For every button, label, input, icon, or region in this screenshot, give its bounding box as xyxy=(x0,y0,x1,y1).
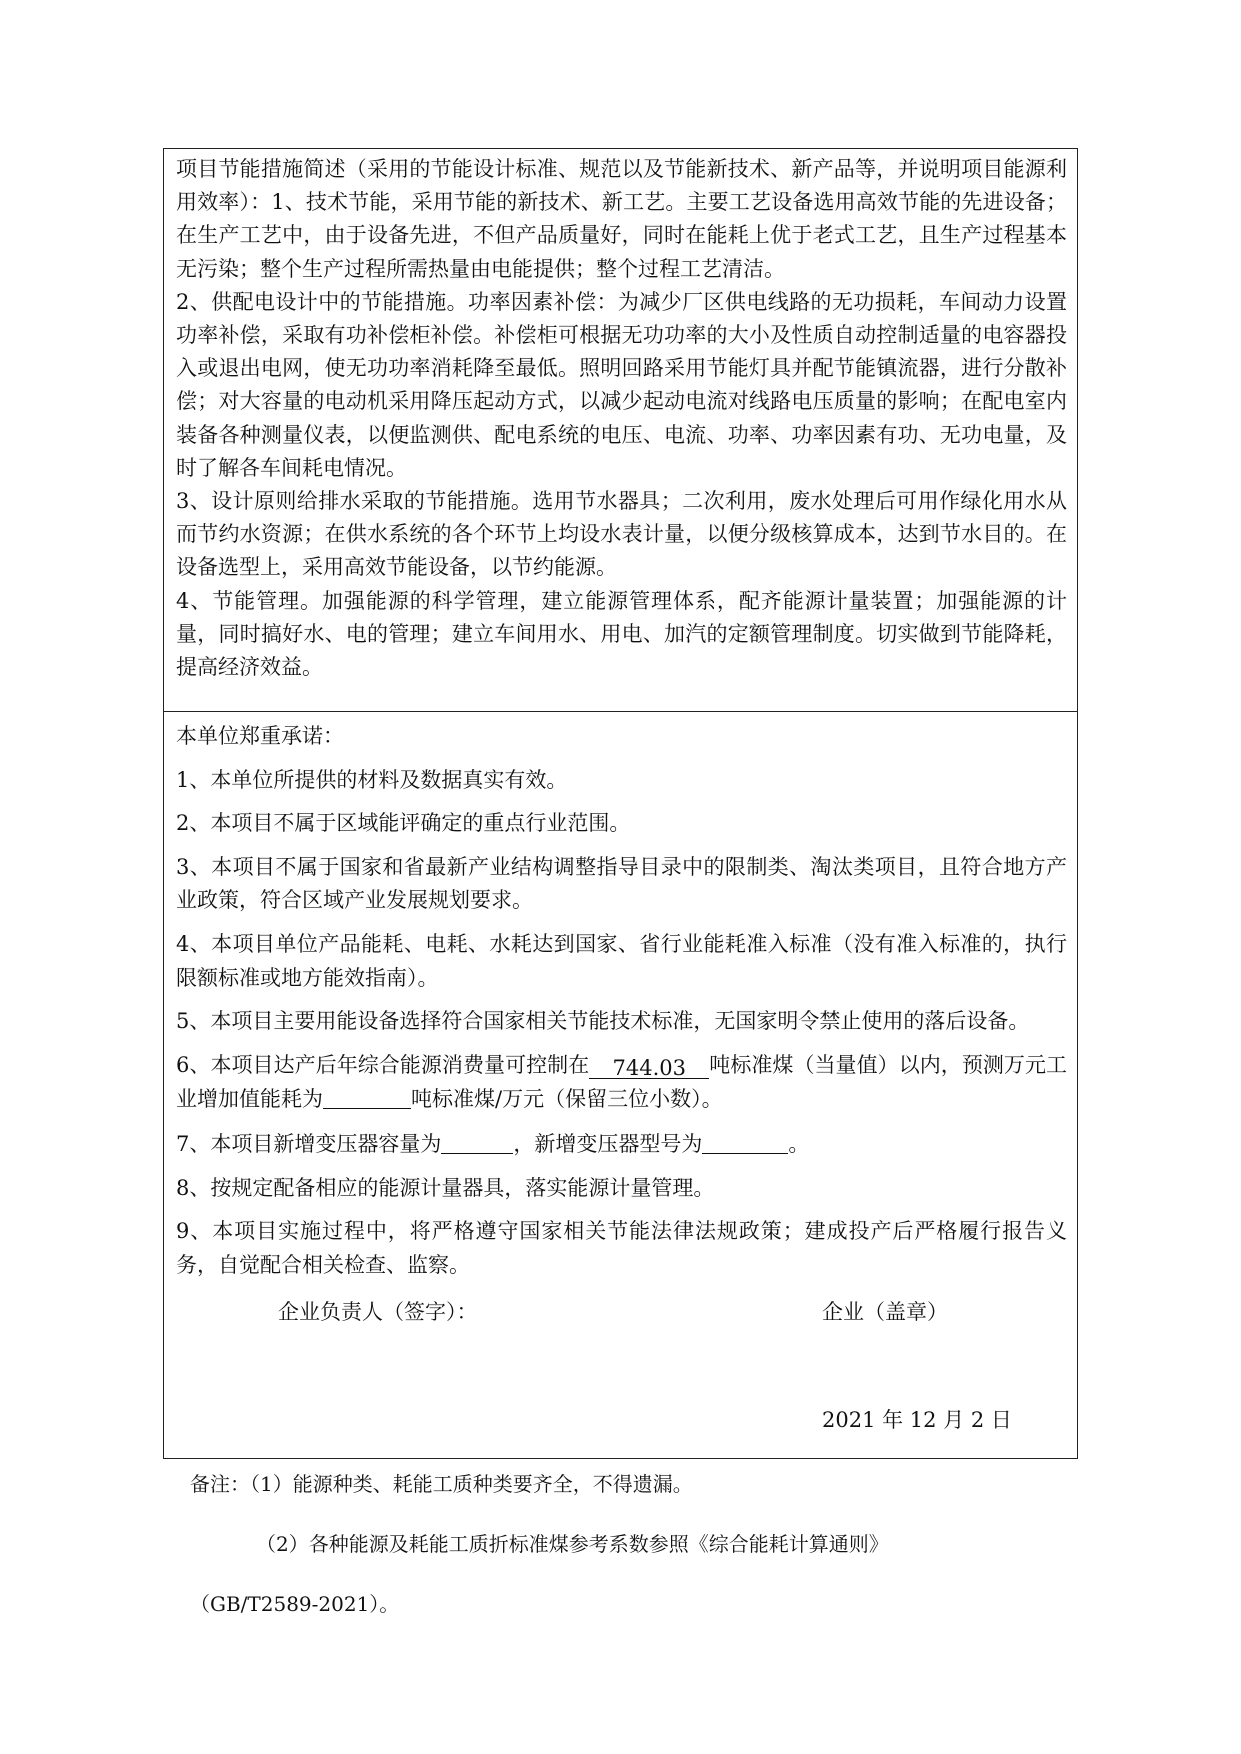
commitment-form-table xyxy=(163,148,1078,1459)
sign-date: 2021 年 12 月 2 日 xyxy=(822,1408,1012,1432)
commitment-item-1: 1、本单位所提供的材料及数据真实有效。 xyxy=(176,767,568,792)
commitment-item-8: 8、按规定配备相应的能源计量器具，落实能源计量管理。 xyxy=(176,1175,715,1200)
commitment-heading: 本单位郑重承诺： xyxy=(176,724,344,748)
commitment-cell xyxy=(164,712,1077,1458)
energy-consumption-value[interactable]: 744.03 xyxy=(589,1052,709,1079)
commitment-item-3: 3、本项目不属于国家和省最新产业结构调整指导目录中的限制类、淘汰类项目，且符合地方产业政策，符合区域产业发展规划要求。 xyxy=(176,854,1067,913)
note-3: （GB/T2589-2021）。 xyxy=(190,1592,400,1616)
note-1: 备注：（1）能源种类、耗能工质种类要齐全，不得遗漏。 xyxy=(190,1472,693,1496)
transformer-model-blank[interactable] xyxy=(702,1127,788,1154)
commitment-item-5: 5、本项目主要用能设备选择符合国家相关节能技术标准，无国家明令禁止使用的落后设备。 xyxy=(176,1009,1030,1034)
commitment-item-2: 2、本项目不属于区域能评确定的重点行业范围。 xyxy=(176,811,631,836)
measures-paragraph: 项目节能措施简述（采用的节能设计标准、规范以及节能新技术、新产品等，并说明项目能源利用效率）：1、技术节能，采用节能的新技术、新工艺。主要工艺设备选用高效节能的先进设备；在生产工艺中，由于设备先进，不但产品质量好，同时在能耗上优于老式工艺，且生产过程基本无污染；整个生产过程所需热量由电能提供；整个过程工艺清洁。 xyxy=(176,157,1067,281)
transformer-capacity-blank[interactable] xyxy=(441,1127,513,1154)
commitment-item-6: 6、本项目达产后年综合能源消费量可控制在 744.03 吨标准煤（当量值）以内，预测万元工业增加值能耗为 吨标准煤/万元（保留三位小数）。 xyxy=(176,1052,1068,1112)
commitment-item-7: 7、本项目新增变压器容量为 ，新增变压器型号为 。 xyxy=(176,1127,1067,1162)
energy-intensity-blank[interactable] xyxy=(323,1082,411,1109)
responsible-person-signature: 企业负责人（签字）： xyxy=(278,1300,478,1324)
commitment-item-4: 4、本项目单位产品能耗、电耗、水耗达到国家、省行业能耗准入标准（没有准入标准的，执行限额标准或地方能效指南）。 xyxy=(176,931,1067,990)
measures-paragraph: 4、节能管理。加强能源的科学管理，建立能源管理体系，配齐能源计量装置；加强能源的计量，同时搞好水、电的管理；建立车间用水、用电、加汽的定额管理制度。切实做到节能降耗，提高经济效益。 xyxy=(176,588,1067,680)
energy-saving-measures-cell xyxy=(164,149,1077,712)
company-seal: 企业（盖章） xyxy=(822,1300,948,1324)
commitment-item-9: 9、本项目实施过程中，将严格遵守国家相关节能法律法规政策；建成投产后严格履行报告义务，自觉配合相关检查、监察。 xyxy=(176,1219,1067,1277)
measures-paragraph: 2、供配电设计中的节能措施。功率因素补偿：为减少厂区供电线路的无功损耗，车间动力设置功率补偿，采取有功补偿柜补偿。补偿柜可根据无功功率的大小及性质自动控制适量的电容器投入或退出电网，使无功功率消耗降至最低。照明回路采用节能灯具并配节能镇流器，进行分散补偿；对大容量的电动机采用降压起动方式，以减少起动电流对线路电压质量的影响；在配电室内装备各种测量仪表，以便监测供、配电系统的电压、电流、功率、功率因素有功、无功电量，及时了解各车间耗电情况。 xyxy=(176,289,1067,480)
measures-paragraph: 3、设计原则给排水采取的节能措施。选用节水器具；二次利用，废水处理后可用作绿化用水从而节约水资源；在供水系统的各个环节上均设水表计量，以便分级核算成本，达到节水目的。在设备选型上，采用高效节能设备，以节约能源。 xyxy=(176,489,1067,580)
note-2: （2）各种能源及耗能工质折标准煤参考系数参照《综合能耗计算通则》 xyxy=(256,1532,889,1556)
